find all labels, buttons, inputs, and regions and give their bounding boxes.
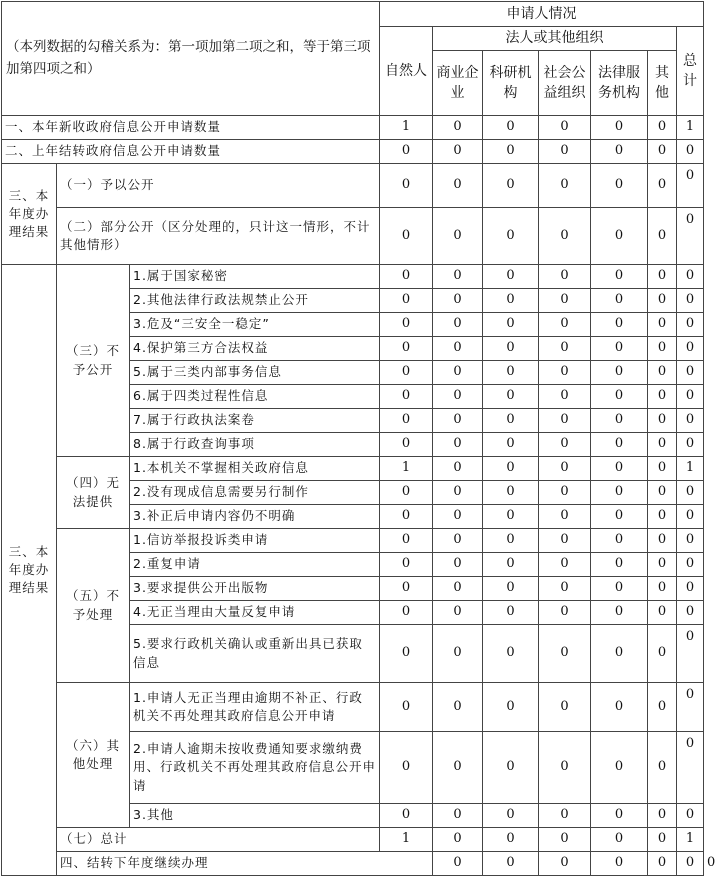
cell-other: 0	[648, 208, 677, 265]
cell-research: 0	[483, 683, 539, 732]
row-label: 四、结转下年度继续办理	[57, 852, 433, 876]
cell-research: 0	[483, 116, 539, 140]
cell-total: 0	[677, 732, 704, 804]
cell-social: 0	[539, 529, 591, 553]
section-other-process: （六）其他处理	[57, 683, 130, 828]
cell-natural: 1	[380, 116, 433, 140]
section-not-process: （五）不予处理	[57, 529, 130, 683]
cell-total: 0	[677, 577, 704, 601]
cell-other: 0	[648, 433, 677, 457]
cell-natural: 0	[380, 577, 433, 601]
cell-research: 0	[483, 804, 539, 828]
cell-total: 1	[677, 828, 704, 852]
col-commercial: 商业企业	[433, 51, 483, 116]
cell-legal: 0	[591, 577, 648, 601]
row-label: 一、本年新收政府信息公开申请数量	[2, 116, 380, 140]
cell-other: 0	[648, 683, 677, 732]
cell-commercial: 0	[433, 337, 483, 361]
cell-commercial: 0	[433, 385, 483, 409]
cell-other: 0	[648, 313, 677, 337]
relation-note: （本列数据的勾稽关系为：第一项加第二项之和，等于第三项加第四项之和）	[2, 2, 380, 116]
cell-social: 0	[539, 828, 591, 852]
cell-research: 0	[483, 553, 539, 577]
row-label: 1.申请人无正当理由逾期不补正、行政机关不再处理其政府信息公开申请	[130, 683, 380, 732]
cell-natural: 0	[380, 625, 433, 683]
cell-legal: 0	[591, 625, 648, 683]
table-row	[2, 457, 704, 481]
cell-total: 0	[677, 409, 704, 433]
table-row	[2, 164, 704, 208]
cell-natural: 1	[380, 828, 433, 852]
cell-total: 0	[677, 140, 704, 164]
section-result-a: 三、本年度办理结果	[2, 164, 57, 265]
cell-natural: 0	[380, 481, 433, 505]
cell-legal: 0	[591, 409, 648, 433]
cell-total: 0	[677, 529, 704, 553]
cell-total: 0	[677, 553, 704, 577]
cell-total: 0	[677, 481, 704, 505]
row-label: （七）总计	[57, 828, 380, 852]
cell-legal: 0	[591, 683, 648, 732]
cell-commercial: 0	[433, 433, 483, 457]
cell-research: 0	[483, 601, 539, 625]
cell-total: 0	[677, 337, 704, 361]
cell-natural: 0	[380, 361, 433, 385]
cell-natural: 0	[380, 140, 433, 164]
cell-total: 1	[677, 116, 704, 140]
cell-legal: 0	[591, 208, 648, 265]
cell-legal: 0	[591, 529, 648, 553]
cell-social: 0	[539, 433, 591, 457]
cell-commercial: 0	[433, 577, 483, 601]
table-row	[2, 116, 704, 140]
cell-total: 0	[677, 361, 704, 385]
cell-research: 0	[483, 385, 539, 409]
cell-research: 0	[483, 313, 539, 337]
cell-commercial: 0	[433, 683, 483, 732]
col-total: 总计	[677, 27, 704, 116]
cell-total: 0	[677, 164, 704, 208]
cell-commercial: 0	[433, 164, 483, 208]
row-label: 7.属于行政执法案卷	[130, 409, 380, 433]
cell-research: 0	[483, 164, 539, 208]
cell-natural: 0	[380, 208, 433, 265]
cell-social: 0	[539, 164, 591, 208]
cell-legal: 0	[591, 289, 648, 313]
cell-research: 0	[483, 289, 539, 313]
cell-commercial: 0	[433, 361, 483, 385]
cell-commercial: 0	[433, 481, 483, 505]
cell-natural: 0	[380, 505, 433, 529]
cell-other: 0	[648, 265, 677, 289]
row-label: 4.保护第三方合法权益	[130, 337, 380, 361]
cell-legal: 0	[591, 361, 648, 385]
col-social: 社会公益组织	[539, 51, 591, 116]
table-row	[2, 529, 704, 553]
cell-research: 0	[483, 625, 539, 683]
cell-total: 0	[677, 208, 704, 265]
cell-natural: 0	[380, 337, 433, 361]
cell-legal: 0	[591, 385, 648, 409]
cell-research: 0	[483, 732, 539, 804]
cell-social: 0	[539, 601, 591, 625]
cell-natural: 0	[380, 732, 433, 804]
cell-commercial: 0	[433, 265, 483, 289]
cell-research: 0	[483, 505, 539, 529]
cell-research: 0	[483, 265, 539, 289]
cell-social: 0	[539, 553, 591, 577]
cell-natural: 0	[380, 804, 433, 828]
cell-social: 0	[539, 732, 591, 804]
cell-total: 0	[677, 505, 704, 529]
cell-other: 0	[648, 732, 677, 804]
row-label: 2.申请人逾期未按收费通知要求缴纳费用、行政机关不再处理其政府信息公开申请	[130, 732, 380, 804]
cell-commercial: 0	[433, 140, 483, 164]
info-disclosure-table	[1, 1, 715, 876]
cell-total: 0	[677, 433, 704, 457]
cell-other: 0	[677, 852, 704, 876]
cell-social: 0	[591, 852, 648, 876]
row-label: 2.重复申请	[130, 553, 380, 577]
cell-research: 0	[483, 828, 539, 852]
cell-research: 0	[483, 208, 539, 265]
cell-total: 0	[677, 313, 704, 337]
cell-commercial: 0	[433, 529, 483, 553]
cell-legal: 0	[591, 601, 648, 625]
cell-other: 0	[648, 457, 677, 481]
cell-commercial: 0	[483, 852, 539, 876]
cell-other: 0	[648, 337, 677, 361]
cell-social: 0	[539, 457, 591, 481]
cell-social: 0	[539, 385, 591, 409]
cell-commercial: 0	[433, 409, 483, 433]
cell-legal: 0	[591, 481, 648, 505]
cell-commercial: 0	[433, 208, 483, 265]
cell-commercial: 0	[433, 289, 483, 313]
row-label: 二、上年结转政府信息公开申请数量	[2, 140, 380, 164]
cell-other: 0	[648, 529, 677, 553]
cell-commercial: 0	[433, 457, 483, 481]
cell-legal: 0	[591, 140, 648, 164]
cell-commercial: 0	[433, 505, 483, 529]
cell-social: 0	[539, 265, 591, 289]
cell-legal: 0	[591, 457, 648, 481]
col-research: 科研机构	[483, 51, 539, 116]
cell-research: 0	[483, 433, 539, 457]
cell-legal: 0	[591, 116, 648, 140]
cell-other: 0	[648, 289, 677, 313]
cell-total: 0	[677, 625, 704, 683]
cell-legal: 0	[591, 265, 648, 289]
row-label: 6.属于四类过程性信息	[130, 385, 380, 409]
cell-total: 1	[677, 457, 704, 481]
col-natural-person: 自然人	[380, 27, 433, 116]
cell-research: 0	[539, 852, 591, 876]
cell-social: 0	[539, 625, 591, 683]
row-label: （一）予以公开	[57, 164, 380, 208]
cell-total: 0	[677, 683, 704, 732]
legal-or-other-header: 法人或其他组织	[433, 27, 677, 51]
table-row	[2, 265, 704, 289]
cell-other: 0	[648, 116, 677, 140]
cell-research: 0	[483, 337, 539, 361]
cell-legal: 0	[591, 553, 648, 577]
cell-social: 0	[539, 683, 591, 732]
row-label: 1.属于国家秘密	[130, 265, 380, 289]
cell-social: 0	[539, 116, 591, 140]
cell-social: 0	[539, 140, 591, 164]
cell-total: 0	[677, 385, 704, 409]
cell-natural: 0	[380, 289, 433, 313]
table-row: 四、结转下年度继续办理 0 0 0 0 0 0 0	[2, 852, 704, 876]
cell-social: 0	[539, 313, 591, 337]
cell-commercial: 0	[433, 625, 483, 683]
cell-commercial: 0	[433, 601, 483, 625]
cell-natural: 0	[380, 385, 433, 409]
row-label: 3.补正后申请内容仍不明确	[130, 505, 380, 529]
cell-legal: 0	[591, 828, 648, 852]
cell-natural: 0	[380, 265, 433, 289]
cell-social: 0	[539, 289, 591, 313]
applicant-status-header: 申请人情况	[380, 2, 704, 27]
cell-research: 0	[483, 481, 539, 505]
row-label: 8.属于行政查询事项	[130, 433, 380, 457]
row-label: 2.其他法律行政法规禁止公开	[130, 289, 380, 313]
cell-total: 0	[677, 601, 704, 625]
table-row	[2, 140, 704, 164]
cell-legal: 0	[591, 804, 648, 828]
cell-other: 0	[648, 481, 677, 505]
cell-legal: 0	[591, 505, 648, 529]
row-label: （二）部分公开（区分处理的，只计这一情形，不计其他情形）	[57, 208, 380, 265]
cell-research: 0	[483, 529, 539, 553]
table-row	[2, 683, 704, 732]
cell-natural: 0	[380, 164, 433, 208]
section-not-open: （三）不予公开	[57, 265, 130, 457]
cell-commercial: 0	[433, 804, 483, 828]
cell-commercial: 0	[433, 828, 483, 852]
cell-other: 0	[648, 505, 677, 529]
cell-legal: 0	[591, 164, 648, 208]
cell-commercial: 0	[433, 732, 483, 804]
cell-legal: 0	[591, 433, 648, 457]
row-label: 2.没有现成信息需要另行制作	[130, 481, 380, 505]
cell-legal: 0	[591, 337, 648, 361]
cell-natural: 0	[433, 852, 483, 876]
cell-social: 0	[539, 337, 591, 361]
cell-research: 0	[483, 361, 539, 385]
cell-research: 0	[483, 409, 539, 433]
cell-social: 0	[539, 505, 591, 529]
cell-other: 0	[648, 409, 677, 433]
cell-other: 0	[648, 601, 677, 625]
cell-research: 0	[483, 140, 539, 164]
cell-natural: 0	[380, 433, 433, 457]
cell-commercial: 0	[433, 313, 483, 337]
col-legal: 法律服务机构	[591, 51, 648, 116]
cell-other: 0	[648, 804, 677, 828]
cell-commercial: 0	[433, 553, 483, 577]
row-label: 5.属于三类内部事务信息	[130, 361, 380, 385]
cell-social: 0	[539, 361, 591, 385]
cell-natural: 0	[380, 683, 433, 732]
cell-other: 0	[648, 553, 677, 577]
cell-natural: 1	[380, 457, 433, 481]
table-row	[2, 208, 704, 265]
cell-total: 0	[677, 289, 704, 313]
row-label: 3.其他	[130, 804, 380, 828]
cell-social: 0	[539, 409, 591, 433]
cell-social: 0	[539, 804, 591, 828]
cell-other: 0	[648, 577, 677, 601]
cell-social: 0	[539, 577, 591, 601]
cell-legal: 0	[648, 852, 677, 876]
cell-other: 0	[648, 164, 677, 208]
cell-other: 0	[648, 140, 677, 164]
cell-social: 0	[539, 208, 591, 265]
cell-research: 0	[483, 457, 539, 481]
cell-natural: 0	[380, 529, 433, 553]
row-label: 5.要求行政机关确认或重新出具已获取信息	[130, 625, 380, 683]
row-label: 3.要求提供公开出版物	[130, 577, 380, 601]
row-label: 1.本机关不掌握相关政府信息	[130, 457, 380, 481]
cell-natural: 0	[380, 553, 433, 577]
cell-other: 0	[648, 385, 677, 409]
cell-commercial: 0	[433, 116, 483, 140]
section-result-b: 三、本年度办理结果	[2, 265, 57, 876]
row-label: 1.信访举报投诉类申请	[130, 529, 380, 553]
cell-natural: 0	[380, 601, 433, 625]
table-row	[2, 828, 704, 852]
cell-research: 0	[483, 577, 539, 601]
row-label: 3.危及“三安全一稳定”	[130, 313, 380, 337]
cell-legal: 0	[591, 313, 648, 337]
cell-other: 0	[648, 361, 677, 385]
col-other: 其他	[648, 51, 677, 116]
cell-other: 0	[648, 828, 677, 852]
cell-social: 0	[539, 481, 591, 505]
cell-other: 0	[648, 625, 677, 683]
cell-natural: 0	[380, 313, 433, 337]
cell-legal: 0	[591, 732, 648, 804]
cell-total: 0	[677, 804, 704, 828]
cell-natural: 0	[380, 409, 433, 433]
cell-total: 0	[677, 265, 704, 289]
section-cannot-provide: （四）无法提供	[57, 457, 130, 529]
row-label: 4.无正当理由大量反复申请	[130, 601, 380, 625]
